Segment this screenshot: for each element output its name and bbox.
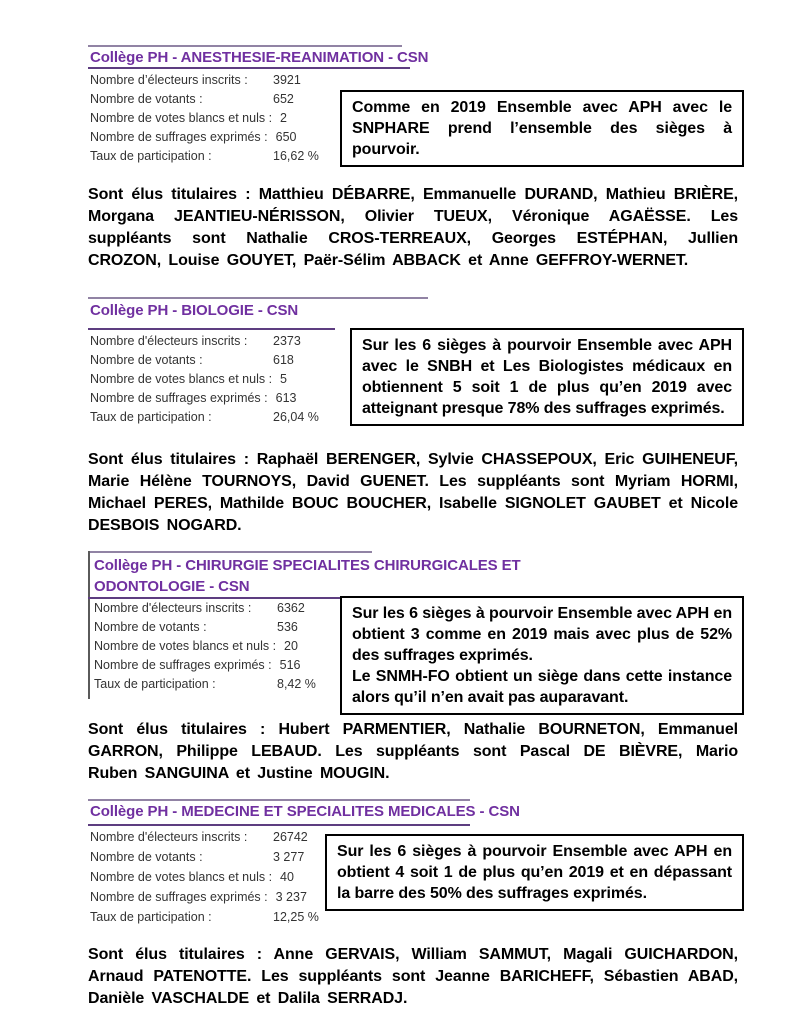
stat-label: Nombre de suffrages exprimés :: [94, 658, 272, 672]
stat-value: 20: [284, 639, 298, 653]
stat-row: [90, 391, 319, 410]
section-title: Collège PH - CHIRURGIE SPECIALITES CHIRURGICALES ET ODONTOLOGIE - CSN: [94, 557, 521, 595]
stat-value: 40: [280, 870, 294, 884]
stat-value: 26,04 %: [273, 410, 319, 424]
stat-value: 516: [279, 658, 301, 672]
stat-value: 3921: [273, 73, 301, 87]
callout-text: Le SNMH-FO obtient un siège dans cette instance alors qu’il n’en avait pas auparavant.: [352, 668, 732, 706]
section-title: Collège PH - MEDECINE ET SPECIALITES MEDICALES - CSN: [90, 803, 520, 820]
section-title-underline: [88, 67, 410, 69]
stat-label: Taux de participation :: [90, 410, 212, 424]
stat-value: 3 237: [275, 890, 307, 904]
section-top-rule: [88, 551, 372, 553]
stat-value: 652: [273, 92, 294, 106]
stat-value: 536: [277, 620, 298, 634]
stat-label: Nombre de votes blancs et nuls :: [90, 372, 273, 386]
stat-label: Nombre d'électeurs inscrits :: [90, 830, 248, 844]
stat-label: Nombre de suffrages exprimés :: [90, 890, 268, 904]
stat-row: [94, 658, 316, 677]
stat-row: [90, 850, 319, 870]
stat-row: [90, 372, 319, 391]
callout-text: Sur les 6 sièges à pourvoir Ensemble avec APH en obtient 4 soit 1 de plus qu’en 2019 et en dépassant la barre des 50% des suffrages exprimés.: [337, 843, 732, 902]
stat-label: Nombre de votants :: [90, 92, 203, 106]
stat-row: [94, 601, 316, 620]
section-top-rule: [88, 297, 428, 299]
callout-box: [350, 328, 744, 426]
section-top-rule: [88, 799, 470, 801]
callout-box: [325, 834, 744, 911]
elected-paragraph: Sont élus titulaires : Raphaël BERENGER, Sylvie CHASSEPOUX, Eric GUIHENEUF, Marie Hélène TOURNOYS, David GUENET. Les suppléants sont Myriam HORMI, Michael PERES, Mathilde BOUC BOUCHER, Isabelle SIGNOLET GAUBET et Nicole DESBOIS NOGARD.: [88, 451, 738, 534]
stat-value: 8,42 %: [277, 677, 316, 691]
section-title-underline: [88, 597, 372, 599]
stats-table: [90, 830, 319, 930]
stat-row: [90, 910, 319, 930]
callout-box: [340, 596, 744, 715]
stat-row: [90, 92, 319, 111]
stat-value: 618: [273, 353, 294, 367]
stat-label: Taux de participation :: [90, 910, 212, 924]
section-title: Collège PH - BIOLOGIE - CSN: [90, 302, 299, 319]
stat-label: Nombre d'électeurs inscrits :: [94, 601, 252, 615]
stat-label: Taux de participation :: [94, 677, 216, 691]
stat-label: Nombre de votants :: [90, 850, 203, 864]
stat-row: [90, 830, 319, 850]
stat-label: Nombre de votes blancs et nuls :: [90, 870, 273, 884]
elected-paragraph: Sont élus titulaires : Matthieu DÉBARRE, Emmanuelle DURAND, Mathieu BRIÈRE, Morgana JEANTIEU-NÉRISSON, Olivier TUEUX, Véronique AGAËSSE. Les suppléants sont Nathalie CROS-TERREAUX, Georges ESTÉPHAN, Jullien CROZON, Louise GOUYET, Paër-Sélim ABBACK et Anne GEFFROY-WERNET.: [88, 186, 738, 269]
stat-label: Nombre d’électeurs inscrits :: [90, 73, 248, 87]
section-left-border: [88, 551, 90, 699]
stat-row: [94, 677, 316, 696]
stat-label: Nombre de suffrages exprimés :: [90, 130, 268, 144]
stat-row: [90, 111, 319, 130]
callout-text: Comme en 2019 Ensemble avec APH avec le SNPHARE prend l’ensemble des sièges à pourvoir.: [352, 99, 732, 158]
stat-value: 12,25 %: [273, 910, 319, 924]
section-top-rule: [88, 45, 402, 47]
stats-table: [90, 73, 319, 168]
stat-label: Nombre de votants :: [90, 353, 203, 367]
stat-label: Nombre de suffrages exprimés :: [90, 391, 268, 405]
stats-table: [90, 334, 319, 429]
stat-row: [94, 639, 316, 658]
stat-value: 3 277: [273, 850, 305, 864]
stat-row: [90, 353, 319, 372]
stat-row: [90, 149, 319, 168]
stat-value: 6362: [277, 601, 305, 615]
stat-value: 650: [275, 130, 297, 144]
stat-value: 26742: [273, 830, 308, 844]
callout-box: [340, 90, 744, 167]
callout-text: Sur les 6 sièges à pourvoir Ensemble avec APH avec le SNBH et Les Biologistes médicaux en obtiennent 5 soit 1 de plus qu’en 2019 avec atteignant presque 78% des suffrages exprimés.: [362, 337, 732, 417]
stat-label: Nombre d'électeurs inscrits :: [90, 334, 248, 348]
stat-row: [94, 620, 316, 639]
stat-value: 16,62 %: [273, 149, 319, 163]
stat-label: Nombre de votants :: [94, 620, 207, 634]
stat-value: 613: [275, 391, 297, 405]
elected-paragraph: Sont élus titulaires : Anne GERVAIS, William SAMMUT, Magali GUICHARDON, Arnaud PATENOTTE. Les suppléants sont Jeanne BARICHEFF, Sébastien ABAD, Danièle VASCHALDE et Dalila SERRADJ.: [88, 946, 738, 1007]
stat-row: [90, 334, 319, 353]
stats-table: [94, 601, 316, 696]
stat-value: 5: [280, 372, 287, 386]
section-title: Collège PH - ANESTHESIE-REANIMATION - CSN: [90, 49, 429, 66]
section-title-underline: [88, 824, 470, 826]
stat-label: Nombre de votes blancs et nuls :: [90, 111, 273, 125]
stat-label: Nombre de votes blancs et nuls :: [94, 639, 277, 653]
stat-row: [90, 870, 319, 890]
stat-label: Taux de participation :: [90, 149, 212, 163]
section-title-underline: [88, 328, 335, 330]
callout-text: Sur les 6 sièges à pourvoir Ensemble avec APH en obtient 3 comme en 2019 mais avec plus de 52% des suffrages exprimés.: [352, 605, 732, 664]
stat-value: 2373: [273, 334, 301, 348]
stat-row: [90, 73, 319, 92]
stat-row: [90, 410, 319, 429]
stat-row: [90, 890, 319, 910]
stat-value: 2: [280, 111, 287, 125]
elected-paragraph: Sont élus titulaires : Hubert PARMENTIER, Nathalie BOURNETON, Emmanuel GARRON, Philippe LEBAUD. Les suppléants sont Pascal DE BIÈVRE, Mario Ruben SANGUINA et Justine MOUGIN.: [88, 721, 738, 782]
stat-row: [90, 130, 319, 149]
